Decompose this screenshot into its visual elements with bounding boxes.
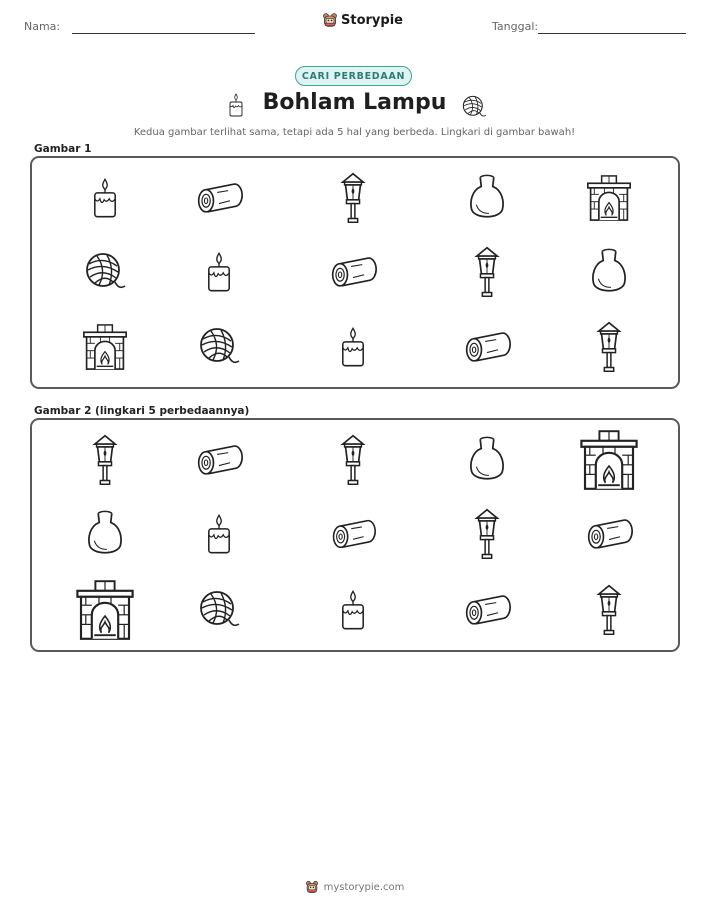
log-icon[interactable] [330,517,376,551]
picture1-panel [30,156,680,389]
log-icon[interactable] [463,593,511,627]
lantern-icon[interactable] [339,433,367,487]
picture1-label: Gambar 1 [34,143,92,155]
bear-logo-icon [305,880,319,894]
yarn-ball-icon [461,94,487,120]
date-field[interactable] [538,33,686,34]
fireplace-icon[interactable] [75,575,135,645]
lantern-icon[interactable] [91,433,119,487]
candle-icon[interactable] [336,588,370,632]
fireplace-icon[interactable] [579,426,639,494]
candle-icon [336,325,370,369]
name-label: Nama: [24,20,61,33]
log-icon [463,330,511,364]
lantern-icon [595,320,623,374]
log-icon [329,255,377,289]
lantern-icon[interactable] [473,507,501,561]
vase-icon[interactable] [467,435,507,485]
fireplace-icon [82,323,128,371]
vase-icon [467,173,507,223]
log-icon[interactable] [585,517,633,551]
candle-icon[interactable] [202,512,236,556]
lantern-icon[interactable] [595,583,623,637]
page-title: Bohlam Lampu [262,90,447,115]
yarn-icon [197,325,241,369]
fireplace-icon [586,174,632,222]
bear-logo-icon [322,12,338,28]
footer [0,880,709,894]
name-field[interactable] [72,33,255,34]
instructions: Kedua gambar terlihat sama, tetapi ada 5 hal yang berbeda. Lingkari di gambar bawah! [133,127,576,138]
picture2-panel[interactable] [30,418,680,652]
lantern-icon [473,245,501,299]
vase-icon[interactable] [85,509,125,559]
yarn-icon[interactable] [197,588,241,632]
yarn-icon [83,250,127,294]
vase-icon [589,247,629,297]
footer-url[interactable]: mystorypie.com [323,881,405,893]
activity-badge: CARI PERBEDAAN [295,66,412,86]
log-icon [195,181,243,215]
brand-name: Storypie [341,12,403,28]
candle-icon [202,250,236,294]
lantern-icon [339,171,367,225]
date-label: Tanggal: [492,20,539,33]
picture2-label: Gambar 2 (lingkari 5 perbedaannya) [34,405,250,417]
brand-logo [322,12,403,28]
log-icon[interactable] [195,443,243,477]
candle-icon [88,176,122,220]
